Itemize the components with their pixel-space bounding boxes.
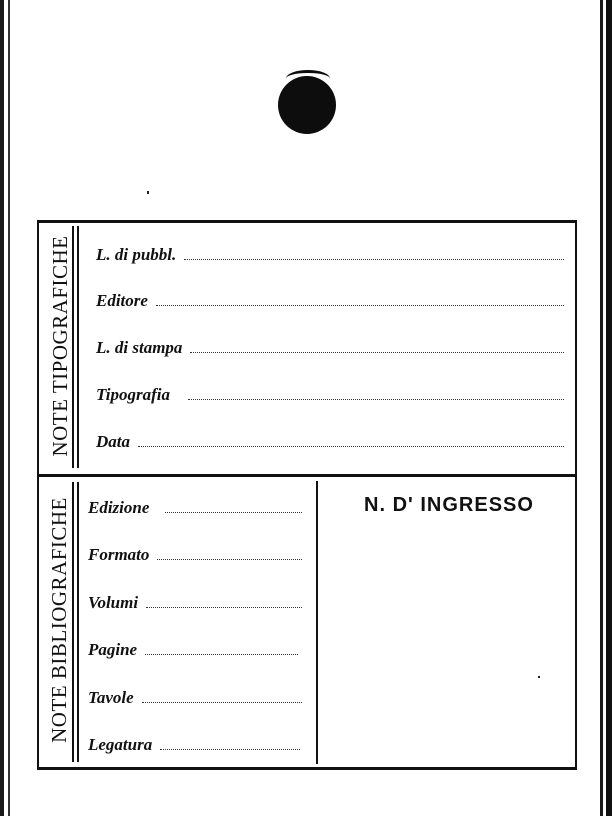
note-bibliografiche-heading: NOTE BIBLIOGRAFICHE xyxy=(47,497,71,743)
dotted-fill-line xyxy=(156,304,564,306)
field-volumi[interactable] xyxy=(88,593,302,613)
ingresso-divider xyxy=(316,481,318,764)
tipografiche-column-rule-inner xyxy=(77,226,79,468)
dotted-fill-line xyxy=(184,258,564,260)
field-label: Pagine xyxy=(88,640,138,659)
field-editore[interactable] xyxy=(96,291,564,311)
bibliografiche-column-rule-inner xyxy=(77,482,79,762)
punch-hole xyxy=(278,76,336,134)
field-luogo-stampa[interactable] xyxy=(96,338,564,358)
note-tipografiche-heading: NOTE TIPOGRAFICHE xyxy=(48,235,72,457)
section-divider xyxy=(37,474,577,477)
field-label: Legatura xyxy=(88,735,153,754)
bibliografiche-column-rule xyxy=(72,482,74,762)
dotted-fill-line xyxy=(146,606,302,608)
dotted-fill-line xyxy=(157,558,302,560)
field-tavole[interactable] xyxy=(88,688,302,708)
card-left-inner-edge xyxy=(8,0,10,816)
field-label: Volumi xyxy=(88,593,139,612)
field-label: Tavole xyxy=(88,688,134,707)
field-label: Tipografia xyxy=(96,385,170,404)
field-data[interactable] xyxy=(96,432,564,452)
ink-speck xyxy=(147,191,149,194)
field-label: L. di stampa xyxy=(96,338,183,357)
card-right-outer-edge xyxy=(606,0,612,816)
dotted-fill-line xyxy=(145,653,298,655)
field-legatura[interactable] xyxy=(88,735,300,755)
field-edizione[interactable] xyxy=(88,498,302,518)
dotted-fill-line xyxy=(190,351,564,353)
ink-speck xyxy=(538,676,540,678)
numero-ingresso-heading: N. D' INGRESSO xyxy=(364,494,534,516)
field-tipografia[interactable] xyxy=(96,385,564,405)
card-left-edge xyxy=(0,0,4,816)
field-luogo-pubblicazione[interactable] xyxy=(96,245,564,265)
field-label: Data xyxy=(96,432,130,451)
field-label: Edizione xyxy=(88,498,150,517)
field-label: Editore xyxy=(96,291,148,310)
card-right-edge xyxy=(600,0,603,816)
field-label: L. di pubbl. xyxy=(96,245,177,264)
dotted-fill-line xyxy=(138,445,564,447)
field-pagine[interactable] xyxy=(88,640,298,660)
dotted-fill-line xyxy=(165,511,302,513)
dotted-fill-line xyxy=(142,701,302,703)
field-label: Formato xyxy=(88,545,150,564)
dotted-fill-line xyxy=(160,748,300,750)
field-formato[interactable] xyxy=(88,545,302,565)
dotted-fill-line xyxy=(188,398,564,400)
